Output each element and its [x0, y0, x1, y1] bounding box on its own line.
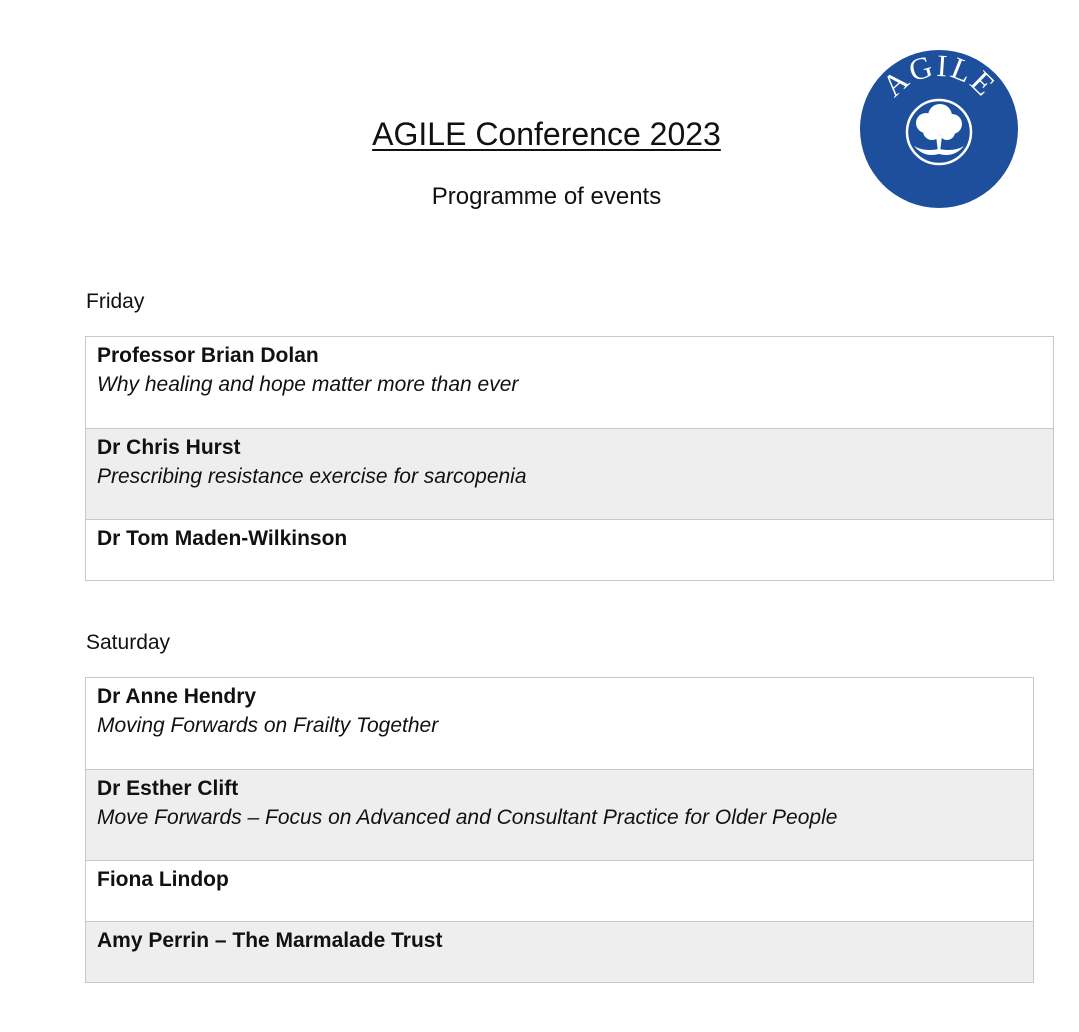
day-heading-saturday: Saturday	[86, 631, 171, 654]
speaker-name: Dr Tom Maden-Wilkinson	[97, 527, 348, 550]
talk-title: Move Forwards – Focus on Advanced and Consultant Practice for Older People	[97, 806, 838, 829]
logo-text: AGILE	[875, 48, 1004, 104]
saturday-schedule-table	[85, 677, 1034, 983]
friday-schedule-table	[85, 336, 1054, 581]
speaker-name: Dr Esther Clift	[97, 777, 239, 800]
session-row	[86, 337, 1053, 428]
talk-title: Moving Forwards on Frailty Together	[97, 714, 439, 737]
speaker-name: Dr Anne Hendry	[97, 685, 257, 708]
day-heading-friday: Friday	[86, 290, 145, 313]
talk-title: Why healing and hope matter more than ever	[97, 373, 519, 396]
speaker-name: Fiona Lindop	[97, 868, 229, 891]
agile-logo	[858, 48, 1020, 210]
session-row	[86, 678, 1033, 769]
speaker-name: Amy Perrin – The Marmalade Trust	[97, 929, 443, 952]
talk-title: Prescribing resistance exercise for sarcopenia	[97, 465, 527, 488]
speaker-name: Dr Chris Hurst	[97, 436, 241, 459]
page-subtitle: Programme of events	[431, 183, 662, 210]
session-row	[86, 921, 1033, 982]
page-title: AGILE Conference 2023	[372, 116, 721, 152]
session-row	[86, 428, 1053, 519]
session-row	[86, 519, 1053, 580]
session-row	[86, 769, 1033, 860]
speaker-name: Professor Brian Dolan	[97, 344, 319, 367]
session-row	[86, 860, 1033, 921]
